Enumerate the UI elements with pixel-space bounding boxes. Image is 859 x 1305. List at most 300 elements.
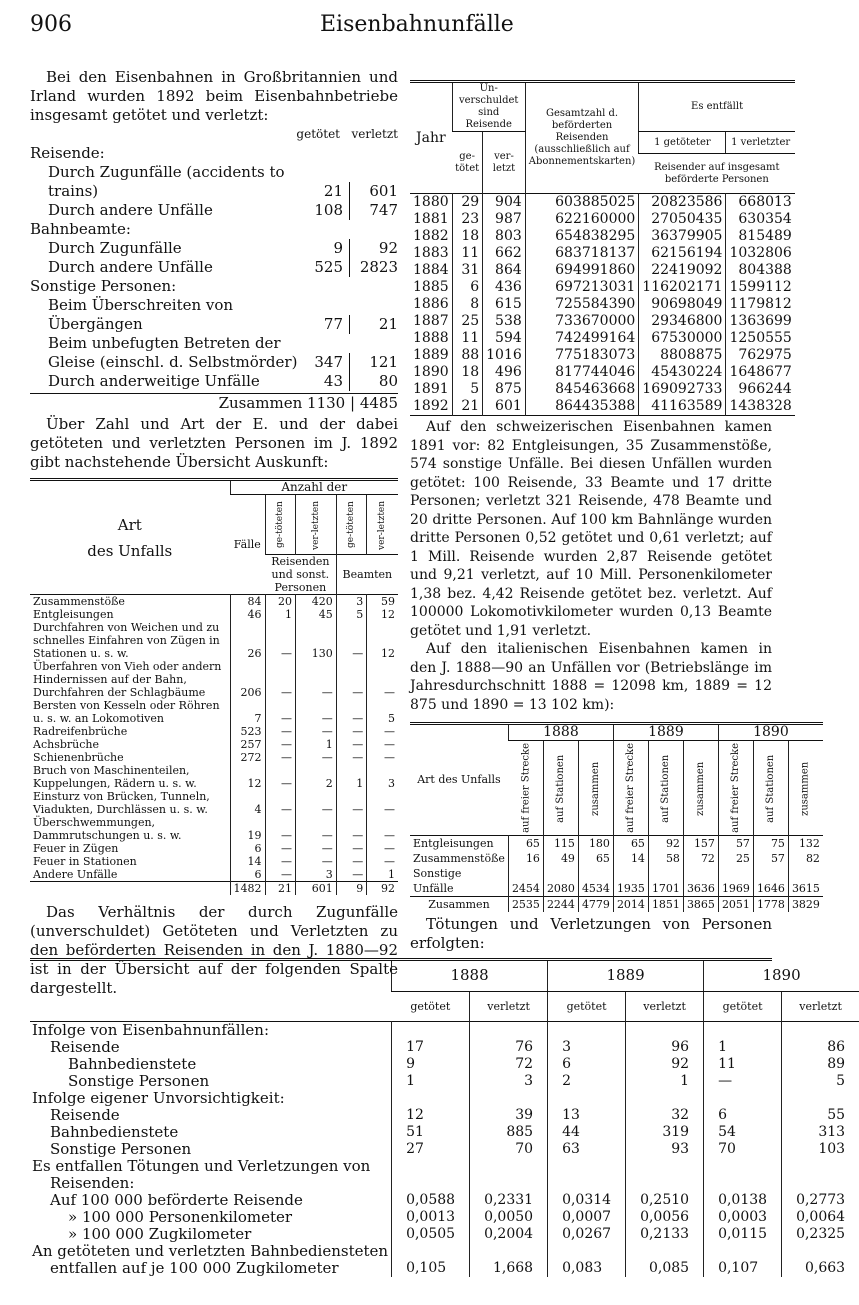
casualty-row-value (548, 1090, 626, 1107)
italy-row-label: Zusammenstöße (413, 851, 505, 865)
casualty-row-value (782, 1243, 859, 1260)
art-table-row (30, 764, 398, 790)
art-total-value: 21 (265, 882, 296, 896)
art-row-label: Entgleisungen (33, 608, 114, 621)
jahr-header: Jahr (415, 130, 446, 146)
art-row-label: Bersten von Kesseln oder Röhren u. s. w. an Lokomotiven (33, 699, 220, 725)
bottom-sub-getoetet: getötet (410, 999, 451, 1013)
casualty-row (30, 1039, 859, 1056)
gb-row-verletzt: 2823 (359, 258, 398, 276)
art-row-value: 6 (230, 842, 265, 855)
bottom-year-1888: 1888 (392, 961, 548, 991)
beamte-header: Beamten (336, 555, 398, 595)
italy-row-value: 65 (508, 835, 543, 851)
casualty-row-value: 93 (626, 1141, 704, 1158)
casualty-row (30, 1260, 859, 1277)
italy-row (410, 851, 823, 866)
art-row-value: — (336, 621, 367, 660)
italy-row-value: 75 (753, 835, 788, 851)
year-cell: 1892 (413, 398, 449, 414)
reisende-header: Reisenden und sonst. Personen (265, 555, 336, 595)
ein-getoeteter-header: 1 getöteter (639, 132, 726, 154)
gb-row-label: Durch anderweitige Unfälle (48, 372, 260, 390)
art-row-value: — (367, 751, 398, 764)
art-row-label: Einsturz von Brücken, Tunneln, Viadukten, Durchlässen u. s. w. (33, 790, 210, 816)
art-row-label: Zusammenstöße (33, 595, 125, 608)
year-cell: 1884 (413, 262, 449, 278)
art-row-label: Achsbrüche (33, 738, 99, 751)
italy-table (410, 722, 823, 912)
casualty-row-value (704, 1021, 782, 1039)
italy-row-value: 14 (613, 851, 648, 866)
italy-row-value: 82 (788, 851, 823, 866)
italy-year-1890: 1890 (718, 724, 823, 741)
art-row-value: — (336, 855, 367, 868)
casualty-row-value (548, 1021, 626, 1039)
year-row (410, 262, 795, 279)
accident-type-table (30, 478, 398, 895)
year-value: 1016 (483, 347, 526, 364)
italy-row-value: 92 (648, 835, 683, 851)
gb-after: Über Zahl und Art der E. und der dabei getöteten und verletzten Personen im J. 1892 gibt nachstehende Übersicht Auskunft: (30, 415, 398, 471)
casualty-row-value: 885 (470, 1124, 548, 1141)
art-row-value: — (296, 816, 337, 842)
art-total-label (30, 882, 230, 896)
year-value: 8808875 (639, 347, 726, 364)
gb-row-verletzt: 80 (378, 372, 398, 390)
casualty-row-label: Sonstige Personen (68, 1071, 210, 1090)
year-value: 22419092 (639, 262, 726, 279)
year-value: 436 (483, 279, 526, 296)
gb-intro: Bei den Eisenbahnen in Großbritannien und Irland wurden 1892 beim Eisenbahnbetriebe insgesamt getötet und verletzt: (30, 68, 398, 124)
casualty-row-value (704, 1090, 782, 1107)
year-value: 29 (452, 194, 483, 212)
art-row-label: Andere Unfälle (33, 868, 118, 881)
casualty-row (30, 1056, 859, 1073)
year-cell: 1881 (413, 211, 449, 227)
casualty-row-value: 1 (392, 1073, 470, 1090)
casualty-row-value (626, 1090, 704, 1107)
casualty-row-value (782, 1175, 859, 1192)
year-value: 875 (483, 381, 526, 398)
casualty-row-value: 11 (704, 1056, 782, 1073)
year-row (410, 364, 795, 381)
art-row-value: — (336, 751, 367, 764)
year-value: 496 (483, 364, 526, 381)
casualty-row-value: 17 (392, 1039, 470, 1056)
art-row-value: — (296, 790, 337, 816)
italy-total-value: 4779 (578, 896, 613, 912)
art-row-value: — (367, 816, 398, 842)
year-value: 538 (483, 313, 526, 330)
art-row-value: — (367, 855, 398, 868)
year-cell: 1883 (413, 245, 449, 261)
art-row-value: 12 (367, 621, 398, 660)
gb-row-label: Durch Zugunfälle (48, 239, 182, 257)
art-row-value: — (336, 699, 367, 725)
casualty-row (30, 1192, 859, 1209)
swiss-paragraph: Auf den schweizerischen Eisenbahnen kamen 1891 vor: 82 Entgleisungen, 35 Zusammenstöße, 574 sonstige Unfälle. Bei diesen Unfällen wurden getötet: 100 Reisende, 33 Beamte und 17 dritte Personen; verletzt 321 Reisende, 478 Beamte und 20 dritte Personen. Auf 100 km Bahnlänge wurden dritte Personen 0,52 getötet und 0,61 verletzt; auf 1 Mill. Reisende wurden 2,87 Reisende getötet und 9,21 verletzt, auf 10 Mill. Personenkilometer 1,38 bez. 4,42 Reisende getötet bez. verletzt. Auf 100000 Lokomotivkilometer wurden 0,13 Beamte getötet und 1,91 verletzt. (410, 419, 772, 639)
casualty-row-value (548, 1175, 626, 1192)
casualty-row-label: Sonstige Personen (50, 1139, 192, 1158)
year-value: 742499164 (525, 330, 639, 347)
casualty-row (30, 1209, 859, 1226)
faelle-header: Fälle (233, 538, 261, 551)
gb-row-getoetet: 21 (304, 182, 350, 201)
art-row-value: — (296, 699, 337, 725)
bottom-sub-verletzt: verletzt (782, 991, 859, 1021)
casualty-row-value: 0,2325 (782, 1226, 859, 1243)
year-value: 11 (452, 245, 483, 262)
year-value: 1363699 (726, 313, 795, 330)
year-value: 45430224 (639, 364, 726, 381)
gb-row-label: Beim Überschreiten von Übergängen (48, 296, 234, 333)
casualty-row-label: Infolge von Eisenbahnunfällen: (32, 1020, 269, 1039)
casualty-row-value: 32 (626, 1107, 704, 1124)
casualty-row-label: An getöteten und verletzten Bahnbediensteten (32, 1241, 389, 1260)
year-value: 803 (483, 228, 526, 245)
italy-row-value: 16 (508, 851, 543, 866)
casualty-row-value (470, 1158, 548, 1175)
art-row-value: — (265, 621, 296, 660)
art-row-value: 1 (336, 764, 367, 790)
casualty-row-value: 0,085 (626, 1260, 704, 1277)
right-column (410, 80, 820, 953)
casualty-row-value: 0,2773 (782, 1192, 859, 1209)
art-table-row (30, 595, 398, 609)
year-cell: 1890 (413, 364, 449, 380)
year-value: 88 (452, 347, 483, 364)
art-row-value: — (265, 738, 296, 751)
art-total-value: 601 (296, 882, 337, 896)
gb-row-verletzt: 92 (378, 239, 398, 257)
art-row-value: 45 (296, 608, 337, 621)
casualty-row-value: 0,0003 (704, 1209, 782, 1226)
italy-total-value: 2244 (543, 896, 578, 912)
casualty-row-value: 54 (704, 1124, 782, 1141)
year-row (410, 313, 795, 330)
casualty-table (30, 961, 859, 1277)
art-after: Das Verhältnis der durch Zugunfälle (unverschuldet) Getöteten und Verletzten zu den beförderten Reisenden in den J. 1880—92 ist in der Übersicht auf der folgenden Spalte dargestellt. (30, 903, 398, 997)
casualty-row-label: Bahnbedienstete (50, 1122, 179, 1141)
des-unfalls-header: des Unfalls (87, 541, 173, 560)
art-row-value: 130 (296, 621, 337, 660)
art-row-value: 3 (367, 764, 398, 790)
year-value: 1648677 (726, 364, 795, 381)
casualty-row (30, 1021, 859, 1039)
sub-header-3: ge-töteten (336, 495, 367, 555)
year-cell: 1889 (413, 347, 449, 363)
art-row-value: 84 (230, 595, 265, 609)
casualty-row-label: Reisenden: (50, 1173, 135, 1192)
casualty-row-value: 0,2331 (470, 1192, 548, 1209)
art-row-value: — (336, 816, 367, 842)
casualty-row-value (470, 1021, 548, 1039)
art-row-value: 1 (367, 868, 398, 882)
casualty-row (30, 1226, 859, 1243)
art-row-label: Feuer in Zügen (33, 842, 119, 855)
anzahl-header: Anzahl der (230, 480, 398, 495)
casualty-row-value: 9 (392, 1056, 470, 1073)
art-row-value: 46 (230, 608, 265, 621)
year-value: 169092733 (639, 381, 726, 398)
year-value: 6 (452, 279, 483, 296)
italy-row (410, 866, 823, 897)
year-table (410, 80, 795, 416)
casualty-row (30, 1141, 859, 1158)
casualty-row-value (470, 1243, 548, 1260)
casualty-row-label: » 100 000 Zugkilometer (68, 1224, 252, 1243)
casualty-row-value: 27 (392, 1141, 470, 1158)
casualty-row-value (782, 1158, 859, 1175)
gb-row-label: Sonstige Personen: (30, 277, 177, 295)
year-value: 733670000 (525, 313, 639, 330)
art-row-label: Bruch von Maschinenteilen, Kuppelungen, Rädern u. s. w. (33, 764, 197, 790)
year-value: 904 (483, 194, 526, 212)
year-value: 8 (452, 296, 483, 313)
year-value: 67530000 (639, 330, 726, 347)
art-row-value: — (336, 725, 367, 738)
gb-row (30, 372, 398, 391)
year-value: 11 (452, 330, 483, 347)
year-value: 18 (452, 228, 483, 245)
gb-row-verletzt: 601 (369, 182, 398, 200)
year-row (410, 398, 795, 416)
art-table-row (30, 725, 398, 738)
gb-row-getoetet: 9 (304, 239, 350, 258)
gb-row (30, 201, 398, 220)
italy-sub-label: zusammen (788, 741, 823, 836)
casualty-row (30, 1090, 859, 1107)
casualty-row-label: » 100 000 Personenkilometer (68, 1207, 293, 1226)
italy-row-label: Entgleisungen (413, 836, 494, 850)
year-value: 27050435 (639, 211, 726, 228)
bottom-year-1889: 1889 (548, 961, 704, 991)
art-row-label: Überfahren von Vieh oder andern Hindernissen auf der Bahn, Durchfahren der Schlagbäume (33, 660, 222, 699)
casualty-row-value: 39 (470, 1107, 548, 1124)
sub-header-2: ver-letzten (296, 495, 337, 555)
gb-row-verletzt: 21 (378, 315, 398, 333)
gb-row (30, 163, 398, 201)
art-table-row (30, 751, 398, 764)
art-row-value: 206 (230, 660, 265, 699)
art-row-value: 257 (230, 738, 265, 751)
art-row-label: Schienenbrüche (33, 751, 124, 764)
art-row-value: 20 (265, 595, 296, 609)
art-row-value: — (336, 790, 367, 816)
year-value: 815489 (726, 228, 795, 245)
casualty-row-value: 0,105 (392, 1260, 470, 1277)
year-value: 5 (452, 381, 483, 398)
ein-verletzter-header: 1 verletzter (726, 132, 795, 154)
casualty-row-value: 0,2004 (470, 1226, 548, 1243)
italy-row-value: 49 (543, 851, 578, 866)
year-row (410, 228, 795, 245)
art-table-row (30, 608, 398, 621)
gb-row-getoetet: 77 (304, 315, 350, 334)
year-value: 668013 (726, 194, 795, 212)
gb-row (30, 220, 398, 239)
casualty-row-value: 12 (392, 1107, 470, 1124)
art-total-value: 9 (336, 882, 367, 896)
year-value: 694991860 (525, 262, 639, 279)
italy-row-value: 1935 (613, 866, 648, 897)
year-value: 62156194 (639, 245, 726, 262)
italy-row-value: 157 (683, 835, 718, 851)
unverschuldet-header: Un-verschuldet sind Reisende (452, 82, 525, 132)
sub-header-4: ver-letzten (367, 495, 398, 555)
year-value: 18 (452, 364, 483, 381)
art-row-value: — (367, 660, 398, 699)
casualty-row-value: 0,107 (704, 1260, 782, 1277)
italy-total-value: 2014 (613, 896, 648, 912)
gb-col-verletzt: verletzt (351, 127, 398, 141)
year-cell: 1891 (413, 381, 449, 397)
year-row (410, 330, 795, 347)
page-number: 906 (30, 12, 72, 37)
casualty-row-value (548, 1243, 626, 1260)
art-total-value: 1482 (230, 882, 265, 896)
year-value: 662 (483, 245, 526, 262)
art-row-value: 59 (367, 595, 398, 609)
art-row-value: — (336, 738, 367, 751)
casualty-row-label: Infolge eigener Unvorsichtigkeit: (32, 1088, 285, 1107)
italy-row-value: 2080 (543, 866, 578, 897)
year-value: 23 (452, 211, 483, 228)
italy-sub-label: auf Stationen (648, 741, 683, 836)
italy-sub-label: auf freier Strecke (718, 741, 753, 836)
art-row-value: — (265, 764, 296, 790)
italy-sub-label: zusammen (683, 741, 718, 836)
year-value: 817744046 (525, 364, 639, 381)
casualty-row-value: 13 (548, 1107, 626, 1124)
art-row-value: — (265, 660, 296, 699)
gb-row-verletzt: 747 (369, 201, 398, 219)
art-row-value: — (336, 868, 367, 882)
italy-after: Tötungen und Verletzungen von Personen erfolgten: (410, 914, 772, 952)
casualty-row-value (392, 1158, 470, 1175)
es-entfaellt-header: Es entfällt (639, 82, 795, 132)
year-value: 630354 (726, 211, 795, 228)
gb-list (30, 144, 398, 391)
year-value: 615 (483, 296, 526, 313)
art-row-value: — (265, 699, 296, 725)
gb-row-getoetet: 43 (304, 372, 350, 391)
gb-row-label: Durch Zugunfälle (accidents to trains) (48, 163, 285, 200)
casualty-row-value: 0,0588 (392, 1192, 470, 1209)
year-value: 594 (483, 330, 526, 347)
italy-row (410, 835, 823, 851)
italy-row-value: 180 (578, 835, 613, 851)
gb-row-getoetet: 525 (304, 258, 350, 277)
left-column (30, 68, 398, 998)
art-row-value: — (265, 855, 296, 868)
bottom-sub-getoetet: getötet (704, 991, 782, 1021)
art-row-value: — (367, 725, 398, 738)
italy-total-value: 1851 (648, 896, 683, 912)
year-cell: 1887 (413, 313, 449, 329)
casualty-row-value (626, 1021, 704, 1039)
art-table-row (30, 842, 398, 855)
year-value: 762975 (726, 347, 795, 364)
italy-sub-label: zusammen (578, 741, 613, 836)
year-value: 697213031 (525, 279, 639, 296)
italy-row-value: 57 (718, 835, 753, 851)
italy-table-body (410, 835, 823, 896)
casualty-row-value: 63 (548, 1141, 626, 1158)
year-value: 116202171 (639, 279, 726, 296)
casualty-row-value: 2 (548, 1073, 626, 1090)
casualty-row-value: 0,0050 (470, 1209, 548, 1226)
year-cell: 1886 (413, 296, 449, 312)
casualty-row-value: 1 (626, 1073, 704, 1090)
year-value: 601 (483, 398, 526, 416)
casualty-row-value (626, 1158, 704, 1175)
casualty-row-value: 70 (704, 1141, 782, 1158)
casualty-table-body (30, 1021, 859, 1277)
bottom-sub-verletzt: verletzt (470, 991, 548, 1021)
art-row-label: Überschwemmungen, Dammrutschungen u. s. w. (33, 816, 182, 842)
art-row-value: 5 (336, 608, 367, 621)
art-row-value: 3 (296, 868, 337, 882)
art-row-label: Feuer in Stationen (33, 855, 137, 868)
art-row-value: — (296, 660, 337, 699)
year-value: 29346800 (639, 313, 726, 330)
italy-sub-label: auf Stationen (543, 741, 578, 836)
italy-row-value: 72 (683, 851, 718, 866)
gb-col-header (30, 125, 398, 144)
casualty-row-value: 1,668 (470, 1260, 548, 1277)
year-value: 21 (452, 398, 483, 416)
art-row-value: 3 (336, 595, 367, 609)
gb-row (30, 239, 398, 258)
art-row-value: 4 (230, 790, 265, 816)
casualty-row-label: Reisende (50, 1037, 120, 1056)
year-cell: 1880 (413, 194, 449, 210)
bottom-sub-getoetet: getötet (548, 991, 626, 1021)
casualty-row-value: 313 (782, 1124, 859, 1141)
accident-type-body (30, 595, 398, 882)
italy-row-value: 4534 (578, 866, 613, 897)
casualty-row (30, 1158, 859, 1175)
italy-row-value: 25 (718, 851, 753, 866)
art-row-value: 5 (367, 699, 398, 725)
italy-total-value: 3829 (788, 896, 823, 912)
casualty-row (30, 1124, 859, 1141)
casualty-row-value: 72 (470, 1056, 548, 1073)
art-row-value: — (296, 751, 337, 764)
art-table-row (30, 790, 398, 816)
casualty-row-value (548, 1158, 626, 1175)
year-value: 36379905 (639, 228, 726, 245)
casualty-row-value: 0,0138 (704, 1192, 782, 1209)
year-value: 804388 (726, 262, 795, 279)
casualty-row-label: Auf 100 000 beförderte Reisende (50, 1190, 303, 1209)
casualty-row (30, 1107, 859, 1124)
art-row-value: — (336, 660, 367, 699)
italy-row-value: 3636 (683, 866, 718, 897)
casualty-row-label: Es entfallen Tötungen und Verletzungen von (32, 1156, 371, 1175)
italy-total-value: 2535 (508, 896, 543, 912)
italy-year-1889: 1889 (613, 724, 718, 741)
casualty-row-value (782, 1090, 859, 1107)
year-value: 864 (483, 262, 526, 279)
art-table-row (30, 699, 398, 725)
casualty-row-value: 0,0314 (548, 1192, 626, 1209)
casualty-row-value (392, 1021, 470, 1039)
year-value: 775183073 (525, 347, 639, 364)
accident-type-total (30, 882, 398, 896)
